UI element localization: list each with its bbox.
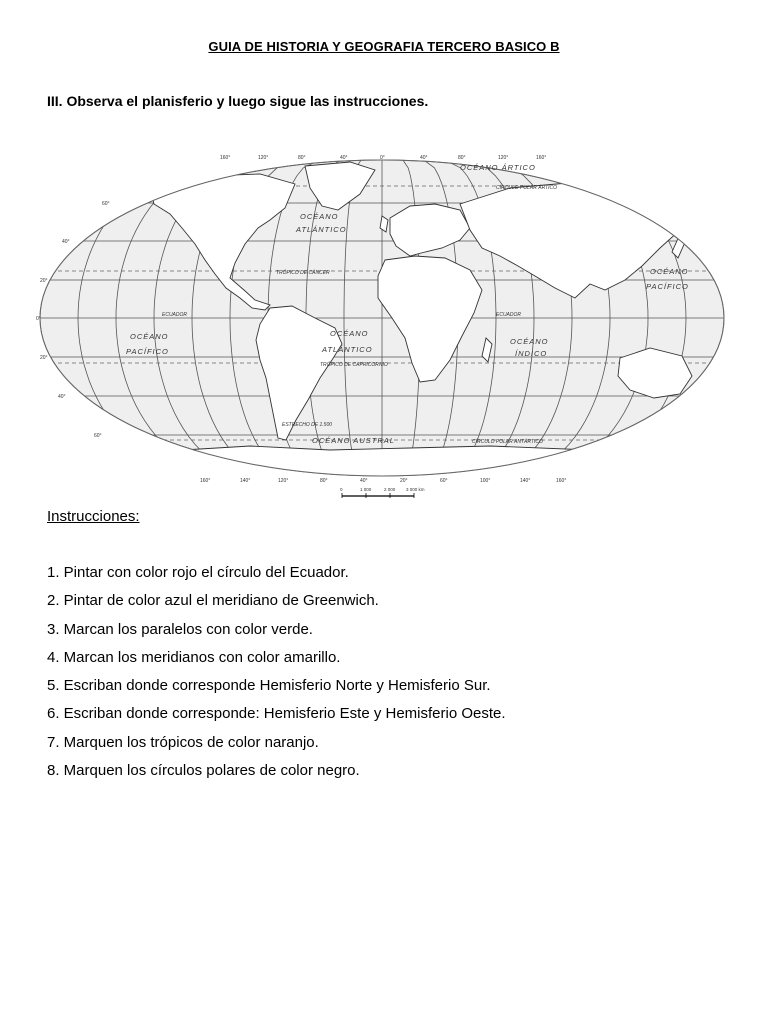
left-degree: 0°	[36, 316, 41, 322]
top-degree: 0°	[380, 155, 385, 161]
label-pacific-east-1: OCÉANO	[650, 267, 689, 276]
top-degree: 160°	[536, 155, 547, 161]
section-heading: III. Observa el planisferio y luego sigue las instrucciones.	[47, 93, 429, 109]
instruction-item: 2. Pintar de color azul el meridiano de Greenwich.	[47, 592, 379, 610]
instruction-item: 1. Pintar con color rojo el círculo del Ecuador.	[47, 564, 349, 581]
top-degree: 40°	[420, 155, 428, 161]
top-degree: 80°	[298, 155, 306, 161]
bottom-degree: 140°	[240, 478, 251, 484]
instruction-item: 3. Marcan los paralelos con color verde.	[47, 620, 313, 638]
scale-label: 3 000 km	[406, 487, 425, 492]
label-pacific-east-2: PACÍFICO	[646, 282, 689, 291]
bottom-degree: 20°	[400, 478, 408, 484]
world-map-svg	[30, 148, 740, 503]
label-equator-right: ECUADOR	[496, 312, 522, 318]
document-title: GUIA DE HISTORIA Y GEOGRAFIA TERCERO BASICO B	[208, 39, 560, 54]
instruction-item: 5. Escriban donde corresponde Hemisferio Norte y Hemisferio Sur.	[47, 677, 491, 695]
instruction-item: 8. Marquen los círculos polares de color negro.	[47, 762, 360, 780]
left-degree: 20°	[40, 355, 48, 361]
top-degree: 40°	[340, 155, 348, 161]
antarctica	[40, 446, 730, 478]
bottom-degree: 160°	[200, 478, 211, 484]
bottom-degree: 120°	[278, 478, 289, 484]
left-degree: 20°	[40, 278, 48, 284]
bottom-degree-labels	[200, 478, 566, 484]
instruction-item: 7. Marquen los trópicos de color naranjo.	[47, 733, 319, 751]
label-arctic-circle: CÍRCULO POLAR ÁRTICO	[496, 185, 558, 191]
top-degree: 80°	[458, 155, 466, 161]
left-degree: 40°	[58, 394, 66, 400]
instruction-item: 6. Escriban donde corresponde: Hemisferio Este y Hemisferio Oeste.	[47, 705, 506, 723]
bottom-degree: 140°	[520, 478, 531, 484]
label-indian-2: ÍNDICO	[515, 349, 548, 358]
label-tropic-capricorn: TRÓPICO DE CAPRICORNIO	[320, 362, 388, 368]
world-map	[30, 148, 740, 503]
label-atlantic-north-2: ATLÁNTICO	[296, 225, 347, 234]
new-zealand	[700, 394, 712, 416]
label-indian-1: OCÉANO	[510, 337, 549, 346]
top-degree-labels	[220, 155, 546, 161]
bottom-degree: 100°	[480, 478, 491, 484]
left-degree: 40°	[62, 239, 70, 245]
instructions-list	[47, 563, 506, 789]
top-degree: 160°	[220, 155, 231, 161]
label-strait: ESTRECHO DE 1.500	[282, 422, 333, 428]
left-degree: 60°	[102, 201, 110, 207]
scale-label: 1 000	[360, 487, 372, 492]
label-pacific-west-2: PACÍFICO	[126, 347, 169, 356]
scale-bar	[340, 487, 425, 498]
top-degree: 120°	[498, 155, 509, 161]
instruction-item: 4. Marcan los meridianos con color amarillo.	[47, 648, 341, 666]
label-atlantic-south-1: OCÉANO	[330, 329, 369, 338]
bottom-degree: 40°	[360, 478, 368, 484]
label-pacific-west-1: OCÉANO	[130, 332, 169, 341]
bottom-degree: 160°	[556, 478, 567, 484]
label-atlantic-south-2: ATLÁNTICO	[322, 345, 373, 354]
label-arctic-ocean: OCÉANO ÁRTICO	[460, 163, 536, 172]
instructions-heading: Instrucciones:	[47, 508, 140, 525]
label-atlantic-north-1: OCÉANO	[300, 212, 339, 221]
scale-label: 2 000	[384, 487, 396, 492]
label-austral-ocean: OCÉANO AUSTRAL	[312, 436, 395, 445]
label-tropic-cancer: TRÓPICO DE CÁNCER	[276, 270, 330, 276]
top-degree: 120°	[258, 155, 269, 161]
scale-label: 0	[340, 487, 343, 492]
bottom-degree: 80°	[320, 478, 328, 484]
label-equator-left: ECUADOR	[162, 312, 188, 318]
left-degree: 60°	[94, 433, 102, 439]
bottom-degree: 60°	[440, 478, 448, 484]
label-antarctic-circle: CÍRCULO POLAR ANTÁRTICO	[472, 439, 543, 445]
